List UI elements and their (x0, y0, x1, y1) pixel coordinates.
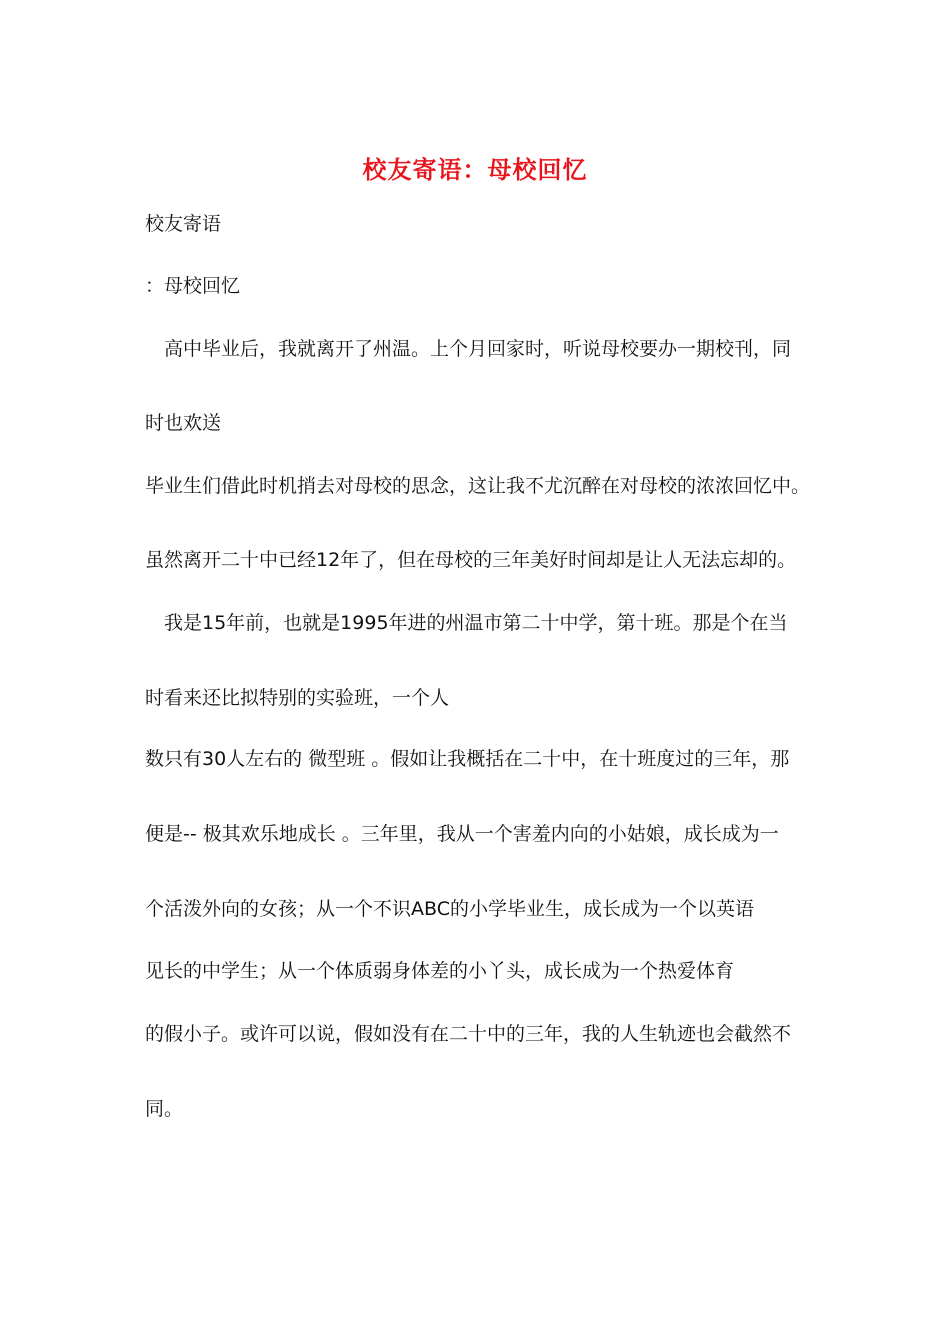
text-line: 个活泼外向的女孩；从一个不识ABC的小学毕业生，成长成为一个以英语 (145, 898, 754, 920)
text-line: 毕业生们借此时机捎去对母校的思念，这让我不尤沉醉在对母校的浓浓回忆中。 (145, 475, 811, 497)
text-line: 的假小子。或许可以说，假如没有在二十中的三年，我的人生轨迹也会截然不 (145, 1023, 792, 1045)
text-line: 虽然离开二十中已经12年了，但在母校的三年美好时间却是让人无法忘却的。 (145, 549, 797, 571)
text-line: ：母校回忆 (145, 275, 241, 297)
text-line: 便是-- 极其欢乐地成长 。三年里，我从一个害羞内向的小姑娘，成长成为一 (145, 823, 779, 845)
text-line: 同。 (145, 1098, 184, 1120)
text-line: 校友寄语 (145, 213, 222, 235)
text-line: 时也欢送 (145, 412, 222, 434)
text-line: 我是15年前，也就是1995年进的州温市第二十中学，第十班。那是个在当 (145, 612, 788, 634)
text-line: 高中毕业后，我就离开了州温。上个月回家时，听说母校要办一期校刊，同 (145, 338, 792, 360)
text-line: 时看来还比拟特别的实验班，一个人 (145, 687, 450, 709)
text-line: 见长的中学生；从一个体质弱身体差的小丫头，成长成为一个热爱体育 (145, 960, 735, 982)
document-title: 校友寄语：母校回忆 (362, 155, 588, 184)
text-line: 数只有30人左右的 微型班 。假如让我概括在二十中，在十班度过的三年，那 (145, 748, 790, 770)
